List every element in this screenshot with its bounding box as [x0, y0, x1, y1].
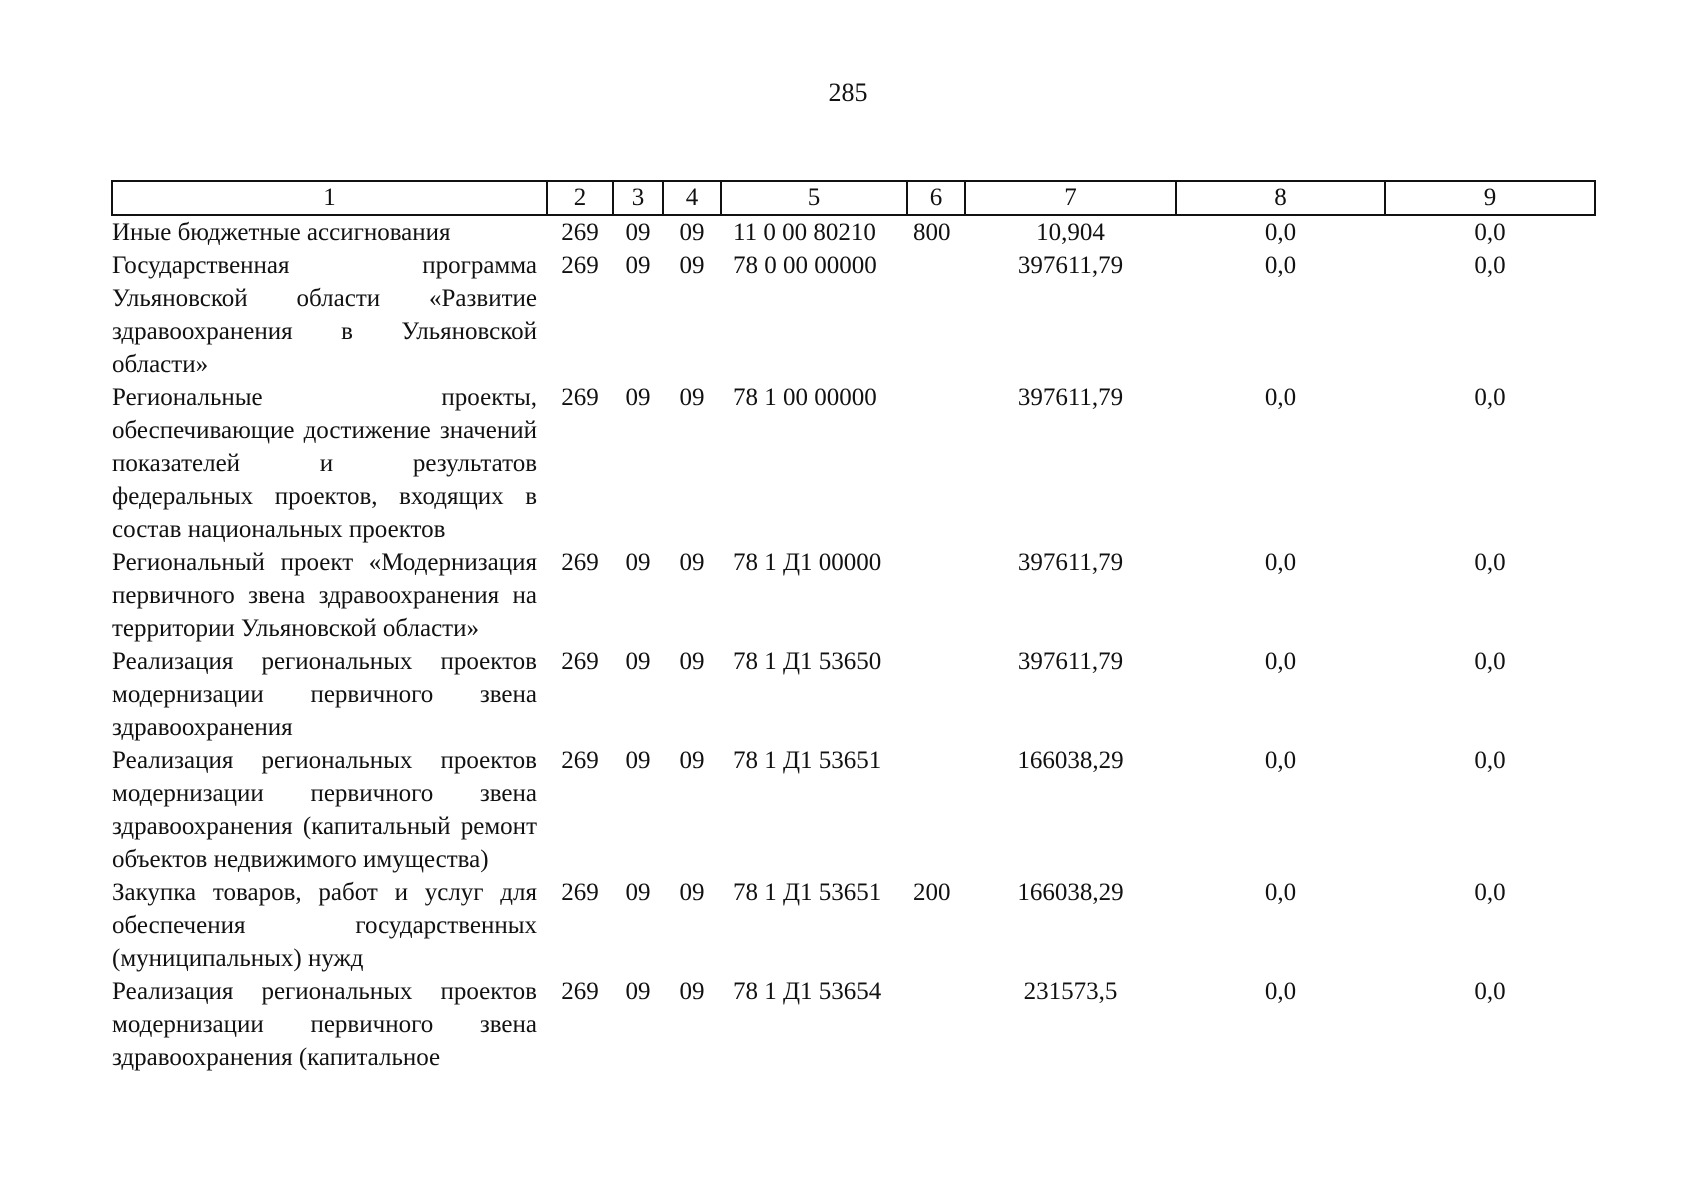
row-sum2: 0,0 [1264, 384, 1297, 411]
row-pr: 09 [679, 384, 705, 411]
page-number: 285 [828, 78, 868, 107]
row-csr: 78 1 Д1 53651 [733, 879, 882, 906]
table-row [112, 876, 1595, 975]
row-sum3: 0,0 [1474, 747, 1506, 774]
row-sum3: 0,0 [1474, 252, 1506, 279]
row-sum2: 0,0 [1264, 252, 1297, 279]
row-sum1: 166038,29 [1017, 879, 1124, 906]
row-vr: 800 [913, 219, 951, 246]
row-sum2: 0,0 [1264, 549, 1297, 576]
column-header: 1 [112, 181, 547, 215]
table-row [112, 744, 1595, 876]
row-sum3: 0,0 [1474, 384, 1506, 411]
row-rz: 09 [625, 252, 651, 279]
row-vr [907, 381, 965, 546]
row-csr: 78 1 Д1 00000 [733, 549, 882, 576]
row-rz: 09 [625, 747, 651, 774]
row-vr [907, 546, 965, 645]
column-header: 2 [547, 181, 613, 215]
row-vr [907, 645, 965, 744]
row-rz: 09 [625, 978, 651, 1005]
row-sum1: 397611,79 [1017, 549, 1124, 576]
row-name: Реализация региональных проектов модернизации первичного звена здравоохранения (капитальный ремонт объектов недвижимого имущества) [112, 747, 537, 873]
row-pr: 09 [679, 648, 705, 675]
row-sum1: 397611,79 [1017, 648, 1124, 675]
column-header: 3 [613, 181, 663, 215]
header-row [112, 181, 1595, 215]
row-name: Реализация региональных проектов модернизации первичного звена здравоохранения (капитальное [112, 978, 537, 1071]
row-csr: 11 0 00 80210 [733, 219, 876, 246]
column-header: 8 [1176, 181, 1385, 215]
row-pr: 09 [679, 747, 705, 774]
row-sum3: 0,0 [1474, 219, 1506, 246]
row-sum1: 397611,79 [1017, 252, 1124, 279]
row-csr: 78 1 Д1 53654 [733, 978, 882, 1005]
row-grbs: 269 [561, 648, 599, 675]
column-header: 5 [721, 181, 907, 215]
row-name: Реализация региональных проектов модернизации первичного звена здравоохранения [112, 648, 537, 741]
column-header: 6 [907, 181, 965, 215]
table-row [112, 645, 1595, 744]
row-sum3: 0,0 [1474, 978, 1506, 1005]
row-sum3: 0,0 [1474, 648, 1506, 675]
row-sum2: 0,0 [1264, 879, 1297, 906]
row-pr: 09 [679, 252, 705, 279]
table-row [112, 546, 1595, 645]
row-name: Региональные проекты, обеспечивающие достижение значений показателей и результатов федеральных проектов, входящих в состав национальных проектов [112, 384, 537, 543]
row-sum1: 166038,29 [1017, 747, 1124, 774]
row-name: Закупка товаров, работ и услуг для обеспечения государственных (муниципальных) нужд [112, 879, 537, 972]
row-csr: 78 0 00 00000 [733, 252, 877, 279]
row-pr: 09 [679, 549, 705, 576]
column-header: 9 [1385, 181, 1595, 215]
row-sum1: 10,904 [1036, 219, 1105, 246]
row-vr [907, 975, 965, 1074]
row-grbs: 269 [561, 549, 599, 576]
row-csr: 78 1 Д1 53651 [733, 747, 882, 774]
row-grbs: 269 [561, 252, 599, 279]
row-grbs: 269 [561, 384, 599, 411]
row-sum2: 0,0 [1264, 648, 1297, 675]
column-header: 7 [965, 181, 1176, 215]
table-row [112, 215, 1595, 249]
row-rz: 09 [625, 648, 651, 675]
row-rz: 09 [625, 219, 651, 246]
row-pr: 09 [679, 879, 705, 906]
row-name: Региональный проект «Модернизация первичного звена здравоохранения на территории Ульяновской области» [112, 549, 537, 642]
row-name: Государственная программа Ульяновской области «Развитие здравоохранения в Ульяновской области» [112, 252, 537, 378]
row-rz: 09 [625, 549, 651, 576]
row-grbs: 269 [561, 879, 599, 906]
row-pr: 09 [679, 978, 705, 1005]
row-rz: 09 [625, 384, 651, 411]
row-sum3: 0,0 [1474, 549, 1506, 576]
row-grbs: 269 [561, 747, 599, 774]
column-header: 4 [663, 181, 721, 215]
row-name: Иные бюджетные ассигнования [112, 219, 451, 246]
budget-table [111, 180, 1596, 1074]
row-sum2: 0,0 [1264, 219, 1297, 246]
row-rz: 09 [625, 879, 651, 906]
row-vr: 200 [913, 879, 951, 906]
table-row [112, 975, 1595, 1074]
row-pr: 09 [679, 219, 705, 246]
row-sum2: 0,0 [1264, 978, 1297, 1005]
row-sum1: 231573,5 [1023, 978, 1118, 1005]
row-csr: 78 1 00 00000 [733, 384, 877, 411]
row-vr [907, 744, 965, 876]
table-row [112, 249, 1595, 381]
row-sum1: 397611,79 [1017, 384, 1124, 411]
row-grbs: 269 [561, 978, 599, 1005]
row-grbs: 269 [561, 219, 599, 246]
row-sum2: 0,0 [1264, 747, 1297, 774]
row-sum3: 0,0 [1474, 879, 1506, 906]
table-row [112, 381, 1595, 546]
row-vr [907, 249, 965, 381]
row-csr: 78 1 Д1 53650 [733, 648, 882, 675]
